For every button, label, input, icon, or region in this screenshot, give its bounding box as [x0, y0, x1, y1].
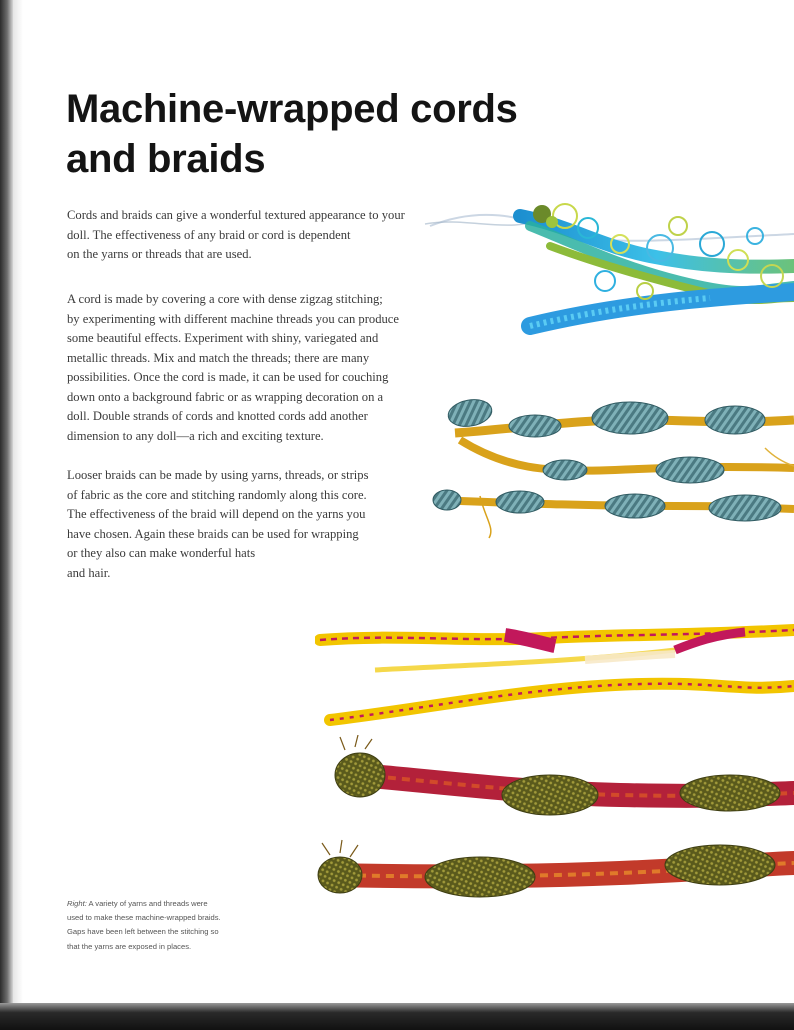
text-line: The effectiveness of the braid will depend on the yarns you — [67, 507, 366, 521]
caption-line: Gaps have been left between the stitching so — [67, 927, 219, 937]
page-title-line-1: Machine-wrapped cords — [66, 87, 518, 131]
caption-line: that the yarns are exposed in places. — [67, 941, 192, 951]
cord-method-paragraph — [67, 290, 399, 446]
page-title — [66, 84, 518, 184]
text-line: A cord is made by covering a core with dense zigzag stitching; — [67, 292, 383, 306]
text-line: Cords and braids can give a wonderful textured appearance to your — [67, 208, 405, 222]
text-line: dimension to any doll—a rich and exciting texture. — [67, 428, 324, 443]
caption-label: Right: — [67, 899, 87, 908]
photo-caption — [67, 897, 221, 954]
text-line: down onto a background fabric or as wrapping decoration on a — [67, 389, 384, 404]
yellow-and-magenta-cords-photo — [315, 610, 794, 735]
blue-green-looped-cords-photo — [420, 186, 794, 346]
teal-and-gold-knotted-cords-photo — [425, 378, 794, 548]
text-line: possibilities. Once the cord is made, it can be used for couching — [67, 370, 389, 384]
braid-method-paragraph — [67, 466, 368, 583]
caption-line — [67, 897, 221, 911]
spine-shadow — [13, 0, 23, 1030]
red-and-olive-braids-photo — [300, 735, 794, 915]
text-line: doll. Double strands of cords and knotted cords add another — [67, 409, 368, 423]
caption-line: used to make these machine-wrapped braids. — [67, 913, 221, 923]
text-line: by experimenting with different machine threads you can produce — [67, 311, 399, 326]
text-line: or they also can make wonderful hats — [67, 546, 256, 560]
text-line: Looser braids can be made by using yarns, threads, or strips — [67, 468, 369, 482]
intro-paragraph — [67, 206, 405, 265]
text-line: doll. The effectiveness of any braid or cord is dependent — [67, 227, 351, 242]
text-line: have chosen. Again these braids can be used for wrapping — [67, 526, 359, 541]
page-bottom-edge — [0, 1003, 794, 1030]
text-line: on the yarns or threads that are used. — [67, 247, 252, 261]
book-spine — [0, 0, 13, 1030]
caption-line-1-text: A variety of yarns and threads were — [86, 899, 208, 908]
text-line: metallic threads. Mix and match the threads; there are many — [67, 350, 370, 365]
text-line: some beautiful effects. Experiment with shiny, variegated and — [67, 331, 379, 345]
text-line: and hair. — [67, 565, 111, 580]
page-title-line-2: and braids — [66, 137, 266, 181]
text-line: of fabric as the core and stitching randomly along this core. — [67, 487, 367, 502]
